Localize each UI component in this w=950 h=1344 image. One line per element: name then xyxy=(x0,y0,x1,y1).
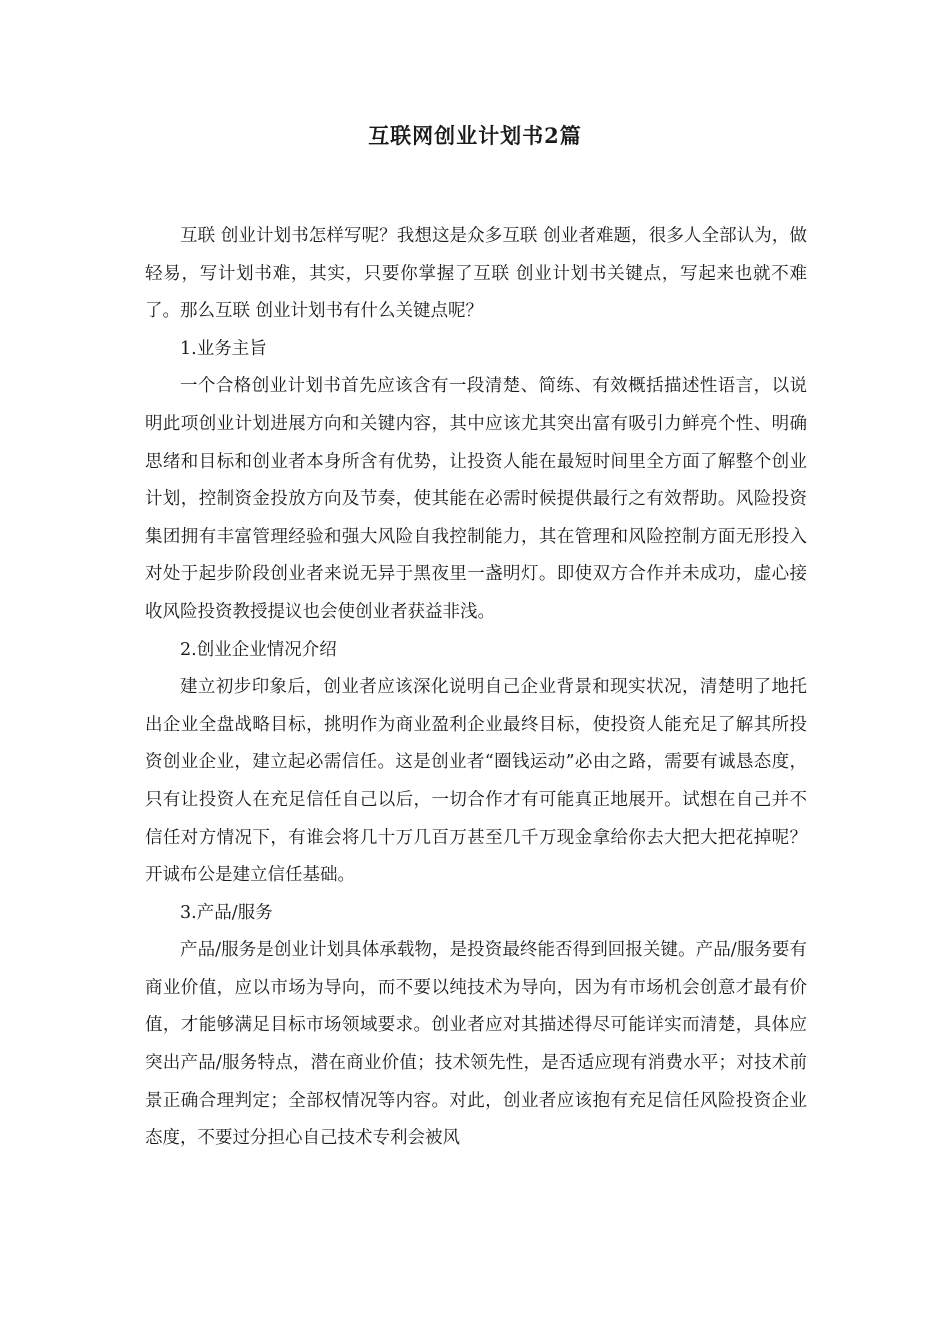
section-heading-product-service: 3.产品/服务 xyxy=(180,902,273,923)
intro-paragraph: 互联 创业计划书怎样写呢？我想这是众多互联 创业者难题，很多人全部认为，做轻易，写计划书难，其实，只要你掌握了互联 创业计划书关键点，写起来也就不难了。那么互联 创业计划书有什么关键点呢？ xyxy=(145,226,807,322)
document-title: 互联网创业计划书2篇 xyxy=(368,123,582,148)
business-purpose-paragraph: 一个合格创业计划书首先应该含有一段清楚、简练、有效概括描述性语言，以说明此项创业计划进展方向和关键内容，其中应该尤其突出富有吸引力鲜亮个性、明确思绪和目标和创业者本身所含有优势，让投资人能在最短时间里全方面了解整个创业计划，控制资金投放方向及节奏，使其能在必需时候提供最行之有效帮助。风险投资集团拥有丰富管理经验和强大风险自我控制能力，其在管理和风险控制方面无形投入对处于起步阶段创业者来说无异于黑夜里一盏明灯。即使双方合作并未成功，虚心接收风险投资教授提议也会使创业者获益非浅。 xyxy=(145,376,807,622)
document-body xyxy=(145,218,807,1158)
company-intro-paragraph: 建立初步印象后，创业者应该深化说明自己企业背景和现实状况，清楚明了地托出企业全盘战略目标，挑明作为商业盈利企业最终目标，使投资人能充足了解其所投资创业企业，建立起必需信任。这是创业者“圈钱运动”必由之路，需要有诚恳态度，只有让投资人在充足信任自己以后，一切合作才有可能真正地展开。试想在自己并不信任对方情况下，有谁会将几十万几百万甚至几千万现金拿给你去大把大把花掉呢？开诚布公是建立信任基础。 xyxy=(145,677,807,886)
section-heading-business-purpose: 1.业务主旨 xyxy=(180,338,267,359)
product-service-paragraph: 产品/服务是创业计划具体承载物，是投资最终能否得到回报关键。产品/服务要有商业价值，应以市场为导向，而不要以纯技术为导向，因为有市场机会创意才最有价值，才能够满足目标市场领域要求。创业者应对其描述得尽可能详实而清楚，具体应突出产品/服务特点，潜在商业价值；技术领先性，是否适应现有消费水平；对技术前景正确合理判定；全部权情况等内容。对此，创业者应该抱有充足信任风险投资企业态度，不要过分担心自己技术专利会被风 xyxy=(145,940,807,1149)
section-heading-company-intro: 2.创业企业情况介绍 xyxy=(180,639,337,660)
